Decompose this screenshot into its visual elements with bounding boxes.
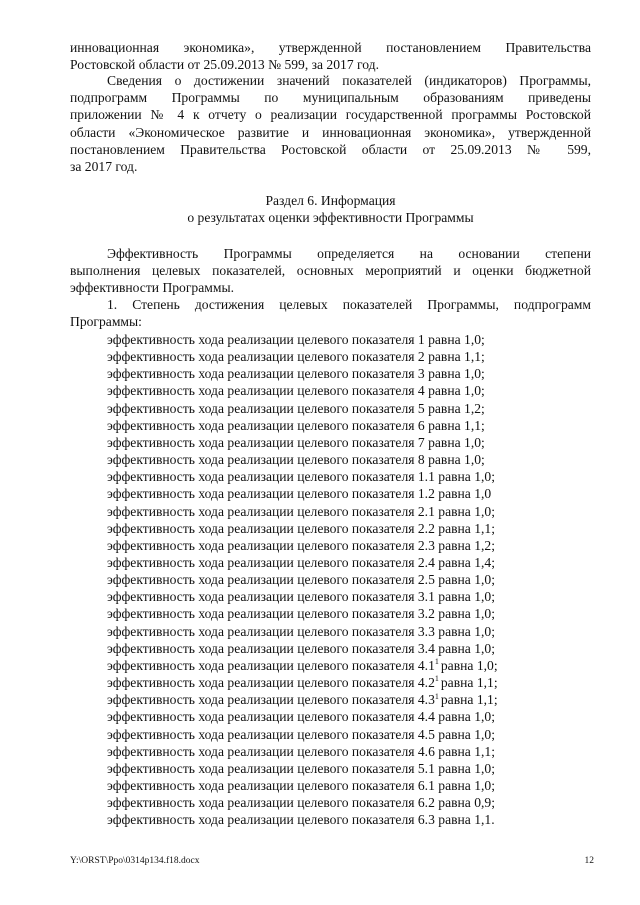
indicator-item: эффективность хода реализации целевого показателя 6.3 равна 1,1. [107,812,495,828]
indicator-item: эффективность хода реализации целевого показателя 4.5 равна 1,0; [107,726,495,742]
indicator-item: эффективность хода реализации целевого показателя 1.1 равна 1,0; [107,469,495,485]
indicator-item: эффективность хода реализации целевого показателя 2.3 равна 1,2; [107,537,495,553]
page-number: 12 [584,856,594,866]
indicator-item: эффективность хода реализации целевого показателя 3.3 равна 1,0; [107,623,495,639]
footnote-marker: 1 [434,657,439,667]
svedenia-line-6: за 2017 год. [70,159,138,174]
indicator-item: эффективность хода реализации целевого показателя 3.1 равна 1,0; [107,589,495,605]
indicator-item: эффективность хода реализации целевого показателя 4.4 равна 1,0; [107,709,495,725]
indicator-item: эффективность хода реализации целевого показателя 8 равна 1,0; [107,452,485,467]
indicator-item: эффективность хода реализации целевого показателя $4.3^1$ равна 1,1; [107,691,498,708]
indicator-item: эффективность хода реализации целевого показателя 1.2 равна 1,0 [107,486,492,502]
svedenia-line-1: Сведения о достижении значений показателей (индикаторов) Программы, [107,73,591,88]
indicator-item: эффективность хода реализации целевого показателя $4.2^1$ равна 1,1; [107,674,498,690]
indicator-item: эффективность хода реализации целевого показателя 5.1 равна 1,0; [107,760,495,776]
indicator-item: эффективность хода реализации целевого показателя 5 равна 1,2; [107,400,485,416]
indicator-item: эффективность хода реализации целевого показателя 7 равна 1,0; [107,434,485,450]
indicator-item: эффективность хода реализации целевого показателя 2.5 равна 1,0; [107,572,495,588]
indicator-item: эффективность хода реализации целевого показателя 4 равна 1,0; [107,383,485,399]
indicator-item: эффективность хода реализации целевого показателя 1 равна 1,0; [107,332,485,347]
footnote-marker: 1 [434,691,439,701]
indicator-item: эффективность хода реализации целевого показателя 2 равна 1,1; [107,349,485,365]
footer-file-path: Y:\ORST\Ppo\0314p134.f18.docx [70,856,200,866]
intro-line-1: инновационная экономика», утвержденной постановлением Правительства [70,40,591,55]
svedenia-line-3: приложении № 4 к отчету о реализации государственной программы Ростовской [70,107,591,122]
indicator-item: эффективность хода реализации целевого показателя 6 равна 1,1; [107,417,485,433]
indicator-item: эффективность хода реализации целевого показателя 3.4 равна 1,0; [107,640,495,656]
indicator-item: эффективность хода реализации целевого показателя 6.2 равна 0,9; [107,795,495,810]
degree-line-1: 1. Степень достижения целевых показателей Программы, подпрограмм [107,297,591,312]
degree-line-2: Программы: [70,314,142,329]
indicator-item: эффективность хода реализации целевого показателя 4.6 равна 1,1; [107,743,495,759]
section-title-line-2: о результатах оценки эффективности Программы [187,210,474,225]
section-title-line-1: Раздел 6. Информация [265,193,396,208]
effectiveness-line-1: Эффективность Программы определяется на основании степени [107,246,591,261]
effectiveness-line-2: выполнения целевых показателей, основных мероприятий и оценки бюджетной [70,263,591,278]
indicator-item: эффективность хода реализации целевого показателя $4.1^1$ равна 1,0; [107,657,498,673]
intro-line-2: Ростовской области от 25.09.2013 № 599, за 2017 год. [70,57,379,72]
footnote-marker: 1 [434,674,439,684]
indicator-item: эффективность хода реализации целевого показателя 2.4 равна 1,4; [107,555,495,570]
svedenia-line-4: области «Экономическое развитие и инновационная экономика», утвержденной [70,125,591,140]
indicator-item: эффективность хода реализации целевого показателя 6.1 равна 1,0; [107,777,495,793]
effectiveness-line-3: эффективности Программы. [70,280,234,295]
indicator-item: эффективность хода реализации целевого показателя 2.2 равна 1,1; [107,520,495,536]
indicator-item: эффективность хода реализации целевого показателя 2.1 равна 1,0; [107,503,495,519]
svedenia-line-2: подпрограмм Программы по муниципальным образованиям приведены [70,90,591,105]
svedenia-line-5: постановлением Правительства Ростовской области от 25.09.2013 № 599, [70,142,591,157]
indicator-item: эффективность хода реализации целевого показателя 3.2 равна 1,0; [107,606,495,622]
indicator-item: эффективность хода реализации целевого показателя 3 равна 1,0; [107,366,485,382]
